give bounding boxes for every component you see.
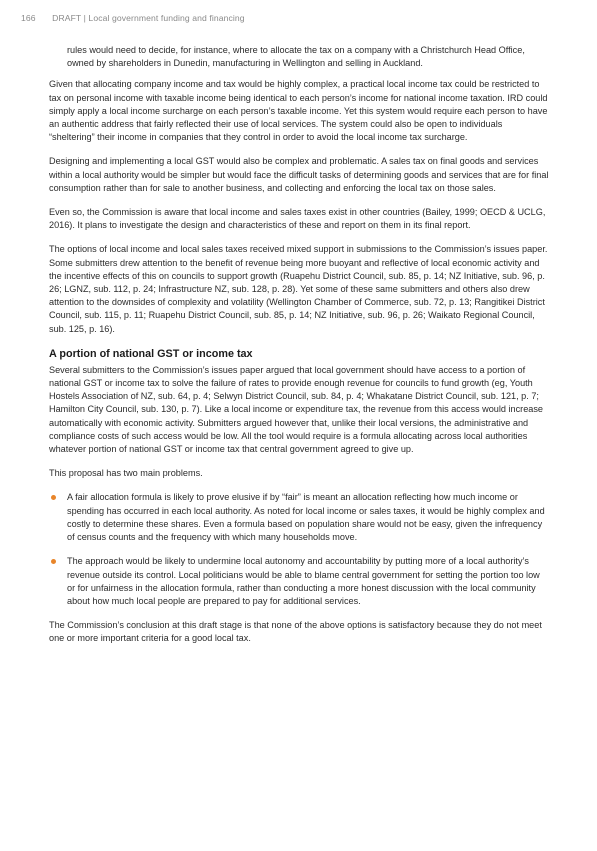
quote-continuation: rules would need to decide, for instance, where to allocate the tax on a company with a Christchurch Head Office, owned by shareholders in Dunedin, manufacturing in Wellington and selling in Auckland. [67,45,525,69]
bullet-list [49,491,549,608]
conclusion-paragraph: The Commission’s conclusion at this draft stage is that none of the above options is satisfactory because they do not meet one or more important criteria for a good local tax. [49,620,542,644]
bullet-dot-icon [51,559,56,564]
section-heading: A portion of national GST or income tax [49,347,253,360]
bullet-dot-icon [51,495,56,500]
document-title: DRAFT | Local government funding and financing [52,13,245,23]
bullet-text: The approach would be likely to undermine local autonomy and accountability by putting more of a local authority’s revenue outside its control. Local politicians would be able to blame central government for setting the portion too low or for unfairness in the allocation formula, rather than conducting a more honest discussion with the local community about how much local people are prepared to pay for additional services. [67,556,540,606]
paragraph: The options of local income and local sales taxes received mixed support in submissions to the Commission’s issues paper. Some submitters drew attention to the benefit of revenue being more buoyant and reflective of local economic activity and the incentive effects of this on councils to support growth (Ruapehu District Council, sub. 85, p. 14; NZ Initiative, sub. 96, p. 26; LGNZ, sub. 112, p. 24; Infrastructure NZ, sub. 128, p. 28). Yet some of these same submitters and others also drew attention to the downsides of complexity and volatility (Wellington Chamber of Commerce, sub. 72, p. 13; Rangitikei District Council, sub. 115, p. 11; Ruapehu District Council, sub. 85, p. 14; NZ Initiative, sub. 96, p. 26; Waikato Regional Council, sub. 125, p. 16). [49,244,548,334]
page-number: 166 [21,13,36,23]
bullet-item [49,491,549,544]
paragraph: This proposal has two main problems. [49,468,203,479]
paragraph: Even so, the Commission is aware that local income and sales taxes exist in other countries (Bailey, 1999; OECD & UCLG, 2016). It plans to investigate the design and characteristics of these and report on them in its final report. [49,207,546,231]
running-header [21,13,577,23]
paragraph: Designing and implementing a local GST would also be complex and problematic. A sales tax on final goods and services within a local authority would be simpler but would face the difficult tasks of determining goods and services that are for final consumption rather than for sale to another business, and collecting and enforcing the local tax on those sales. [49,156,549,193]
paragraph: Given that allocating company income and tax would be highly complex, a practical local income tax could be restricted to tax on personal income with taxable income being identical to each person’s income for national income taxation. IRD could simply apply a local income surcharge on each person’s taxable income. Yet this system would require each person to have an authentic address that fairly reflected their use of local services. The system could also be open to individuals “sheltering” their income in companies that they control in order to avoid the local income tax surcharge. [49,79,548,143]
paragraph: Several submitters to the Commission’s issues paper argued that local government should have access to a portion of national GST or income tax to solve the failure of rates to provide enough revenue for councils to fund growth (eg, Youth Hostels Association of NZ, sub. 64, p. 4; Selwyn District Council, sub. 84, p. 4; Whakatane District Council, sub. 121, p. 7; Hamilton City Council, sub. 130, p. 7). Like a local income or expenditure tax, the revenue from this access would increase automatically with economic activity. Submitters argued however that, unlike their local versions, the administrative and compliance costs of such access would be low. All the tool would require is a formula allocating across local authorities whatever portion of national GST or income tax that central government agreed to give up. [49,364,544,455]
document-body [49,44,549,657]
bullet-text: A fair allocation formula is likely to prove elusive if by “fair” is meant an allocation reflecting how much income or spending has occurred in each local authority. As noted for local income or sales taxes, it would be highly complex and costly to determine these shares. Even a formula based on population share would not be easy, given the infrequency of census counts and the frequency with which many households move. [67,492,545,543]
bullet-item [49,555,549,608]
